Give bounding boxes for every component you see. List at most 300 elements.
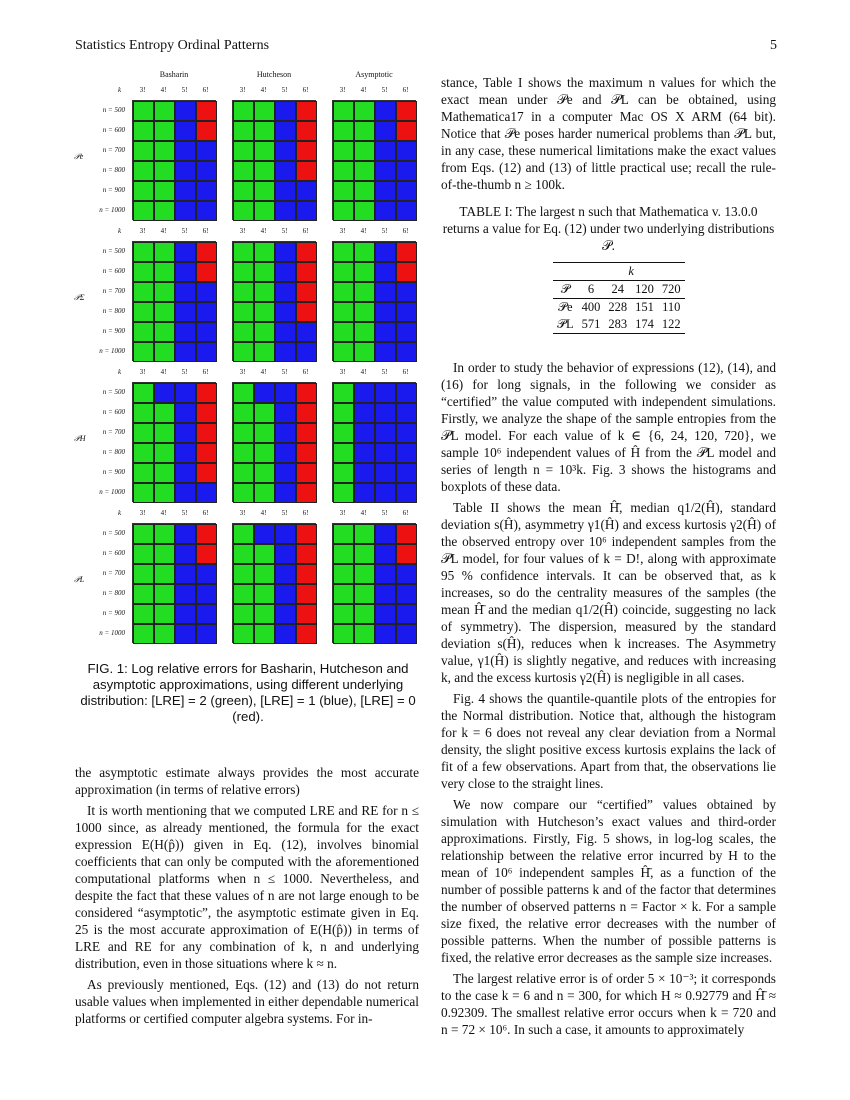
paragraph: The largest relative error is of order 5 × 10⁻³; it corresponds to the case k = 6 and n = 300, for which H ≈ 0.92779 and Ĥ̄ ≈ 0.92309. The smallest relative error occurs when k = 720 and n = 72 × 10⁶. In such a case, it amounts to approximately [441, 971, 776, 1037]
lre-cell [296, 564, 317, 584]
lre-cell [354, 463, 375, 483]
k-tick-label: 5! [281, 509, 288, 517]
lre-cell [296, 584, 317, 604]
lre-cell [133, 604, 154, 624]
lre-cell [396, 201, 417, 221]
lre-cell [254, 564, 275, 584]
table-cell: 122 [658, 316, 685, 334]
lre-cell [196, 242, 217, 262]
lre-cell [133, 282, 154, 302]
n-row-label: n = 1000 [99, 488, 125, 496]
lre-cell [396, 342, 417, 362]
lre-cell [333, 161, 354, 181]
lre-cell [175, 101, 196, 121]
lre-cell [196, 403, 217, 423]
table-1 [553, 262, 685, 334]
lre-cell [133, 383, 154, 403]
lre-cell [254, 584, 275, 604]
n-row-label: n = 700 [102, 287, 125, 295]
lre-cell [154, 564, 175, 584]
figure-1 [70, 66, 420, 656]
lre-cell [133, 161, 154, 181]
lre-cell [175, 443, 196, 463]
lre-cell [354, 604, 375, 624]
lre-grid [232, 523, 316, 643]
lre-cell [233, 342, 254, 362]
lre-cell [254, 342, 275, 362]
lre-cell [396, 463, 417, 483]
lre-cell [154, 524, 175, 544]
table-cell: 283 [604, 316, 631, 334]
k-tick-label: 5! [381, 368, 388, 376]
lre-cell [275, 201, 296, 221]
lre-cell [275, 121, 296, 141]
lre-cell [254, 443, 275, 463]
lre-cell [375, 624, 396, 644]
lre-cell [296, 463, 317, 483]
lre-cell [154, 201, 175, 221]
table-cell: 174 [631, 316, 658, 334]
lre-cell [154, 322, 175, 342]
lre-cell [133, 443, 154, 463]
lre-cell [396, 544, 417, 564]
lre-cell [154, 101, 175, 121]
lre-cell [233, 483, 254, 503]
lre-cell [233, 544, 254, 564]
lre-cell [333, 544, 354, 564]
table-col-header: 24 [604, 281, 631, 299]
lre-grid [132, 241, 216, 361]
lre-cell [375, 564, 396, 584]
lre-cell [354, 201, 375, 221]
lre-cell [196, 201, 217, 221]
lre-cell [154, 383, 175, 403]
lre-cell [175, 624, 196, 644]
table-col-header: 6 [578, 281, 605, 299]
lre-cell [133, 624, 154, 644]
lre-cell [396, 141, 417, 161]
lre-cell [333, 201, 354, 221]
lre-cell [233, 463, 254, 483]
lre-cell [196, 443, 217, 463]
lre-cell [133, 524, 154, 544]
k-tick-label: 6! [302, 509, 309, 517]
lre-cell [133, 302, 154, 322]
lre-cell [296, 524, 317, 544]
lre-cell [133, 181, 154, 201]
lre-cell [354, 443, 375, 463]
lre-cell [175, 141, 196, 161]
k-tick-label: 5! [181, 509, 188, 517]
distribution-label: 𝒫e [74, 152, 84, 161]
lre-cell [296, 141, 317, 161]
lre-cell [275, 242, 296, 262]
lre-cell [196, 483, 217, 503]
lre-cell [154, 121, 175, 141]
lre-cell [354, 524, 375, 544]
lre-cell [396, 604, 417, 624]
lre-cell [233, 443, 254, 463]
lre-cell [196, 322, 217, 342]
n-row-label: n = 1000 [99, 206, 125, 214]
lre-cell [233, 624, 254, 644]
k-tick-label: 5! [181, 368, 188, 376]
lre-cell [333, 121, 354, 141]
n-row-label: n = 500 [102, 106, 125, 114]
table-cell: 𝒫e [553, 299, 578, 317]
lre-cell [296, 201, 317, 221]
lre-cell [354, 242, 375, 262]
lre-cell [333, 443, 354, 463]
column-title-hutcheson: Hutcheson [256, 70, 292, 79]
distribution-label: 𝒫H [74, 434, 86, 443]
k-tick-label: 4! [260, 86, 267, 94]
table-cell: 151 [631, 299, 658, 317]
lre-cell [175, 524, 196, 544]
lre-grid [132, 523, 216, 643]
lre-cell [133, 564, 154, 584]
lre-cell [275, 604, 296, 624]
k-tick-label: 6! [402, 227, 409, 235]
table-cell: 𝒫L [553, 316, 578, 334]
lre-cell [354, 262, 375, 282]
k-tick-label: 5! [281, 368, 288, 376]
table-col-header: 120 [631, 281, 658, 299]
lre-cell [333, 302, 354, 322]
k-tick-label: 6! [202, 368, 209, 376]
lre-cell [296, 342, 317, 362]
lre-cell [175, 564, 196, 584]
k-tick-label: 6! [402, 368, 409, 376]
table-row [553, 316, 685, 334]
table-cell: 571 [578, 316, 605, 334]
lre-cell [175, 302, 196, 322]
lre-cell [396, 161, 417, 181]
lre-cell [275, 524, 296, 544]
lre-cell [296, 443, 317, 463]
n-row-label: n = 500 [102, 247, 125, 255]
lre-cell [275, 584, 296, 604]
lre-cell [254, 483, 275, 503]
lre-cell [396, 584, 417, 604]
table-k-header: k [578, 263, 685, 281]
lre-cell [154, 181, 175, 201]
lre-cell [296, 282, 317, 302]
k-tick-label: 6! [302, 368, 309, 376]
lre-cell [133, 483, 154, 503]
k-tick-label: 3! [339, 227, 346, 235]
k-tick-label: 3! [339, 86, 346, 94]
lre-cell [354, 322, 375, 342]
lre-cell [375, 524, 396, 544]
lre-cell [275, 443, 296, 463]
lre-cell [396, 423, 417, 443]
lre-cell [233, 524, 254, 544]
lre-cell [375, 322, 396, 342]
lre-cell [396, 443, 417, 463]
paragraph: Fig. 4 shows the quantile-quantile plots of the entropies for the Normal distribution. Notice that, although the histogram for k = 6 does not reveal any clear deviation from a Normal density, the slight positive excess kurtosis explains the lack of fit of a few observations. Apart from that, the observations lie very close to the straight lines. [441, 691, 776, 791]
lre-cell [396, 181, 417, 201]
lre-cell [154, 161, 175, 181]
k-tick-label: 3! [239, 86, 246, 94]
lre-cell [333, 262, 354, 282]
lre-cell [354, 161, 375, 181]
lre-cell [254, 302, 275, 322]
lre-grid [232, 100, 316, 220]
lre-grid [332, 241, 416, 361]
k-tick-label: 4! [160, 368, 167, 376]
lre-cell [175, 483, 196, 503]
lre-cell [154, 342, 175, 362]
k-tick-label: 4! [360, 368, 367, 376]
n-row-label: n = 700 [102, 146, 125, 154]
lre-cell [254, 201, 275, 221]
paragraph: It is worth mentioning that we computed LRE and RE for n ≤ 1000 since, as already mentioned, the formula for the exact expression E(H(p̂)) given in Eq. (12), involves binomial coefficients that can only be computed with the aforementioned computational platforms when n ≤ 1000. Nevertheless, and despite the fact that these values of n are not large enough to be considered “asymptotic”, the asymptotic estimate given in Eq. 25 is the most accurate approximation of E(H(p̂)) in terms of LRE and RE for any combination of k, n and underlying distribution, even in those situations where k ≈ n. [75, 803, 419, 971]
lre-cell [175, 463, 196, 483]
lre-cell [175, 544, 196, 564]
lre-cell [133, 121, 154, 141]
lre-cell [133, 201, 154, 221]
lre-cell [254, 604, 275, 624]
lre-cell [396, 101, 417, 121]
lre-cell [375, 403, 396, 423]
lre-cell [296, 322, 317, 342]
lre-cell [354, 483, 375, 503]
lre-cell [254, 463, 275, 483]
lre-cell [333, 383, 354, 403]
lre-cell [175, 121, 196, 141]
lre-cell [233, 161, 254, 181]
lre-cell [333, 524, 354, 544]
lre-cell [133, 342, 154, 362]
k-tick-label: 5! [181, 86, 188, 94]
lre-cell [154, 302, 175, 322]
lre-cell [154, 443, 175, 463]
lre-cell [354, 121, 375, 141]
right-column-top-text [441, 74, 776, 197]
lre-cell [196, 101, 217, 121]
column-title-basharin: Basharin [159, 70, 189, 79]
lre-cell [375, 262, 396, 282]
lre-cell [296, 181, 317, 201]
lre-cell [133, 584, 154, 604]
table-caption: TABLE I: The largest n such that Mathematica v. 13.0.0 returns a value for Eq. (12) under two underlying distributions 𝒫. [442, 204, 775, 253]
n-row-label: n = 800 [102, 307, 125, 315]
lre-cell [354, 383, 375, 403]
lre-cell [354, 403, 375, 423]
lre-cell [396, 322, 417, 342]
lre-cell [354, 564, 375, 584]
n-row-label: n = 900 [102, 468, 125, 476]
lre-cell [154, 544, 175, 564]
lre-cell [333, 483, 354, 503]
lre-cell [154, 262, 175, 282]
lre-cell [154, 141, 175, 161]
k-tick-label: 6! [202, 227, 209, 235]
lre-cell [233, 584, 254, 604]
lre-cell [375, 282, 396, 302]
lre-cell [254, 322, 275, 342]
k-tick-label: 3! [239, 368, 246, 376]
n-row-label: n = 800 [102, 589, 125, 597]
lre-cell [354, 181, 375, 201]
k-tick-label: 4! [160, 86, 167, 94]
lre-cell [354, 302, 375, 322]
lre-cell [175, 181, 196, 201]
lre-cell [296, 604, 317, 624]
k-tick-label: 5! [281, 227, 288, 235]
lre-cell [133, 322, 154, 342]
paragraph: the asymptotic estimate always provides the most accurate approximation (in terms of relative errors) [75, 765, 419, 797]
lre-cell [196, 423, 217, 443]
lre-cell [133, 141, 154, 161]
lre-cell [254, 101, 275, 121]
lre-cell [296, 302, 317, 322]
k-tick-label: 4! [360, 509, 367, 517]
k-tick-label: 6! [202, 509, 209, 517]
lre-cell [196, 342, 217, 362]
lre-cell [254, 141, 275, 161]
lre-cell [196, 181, 217, 201]
lre-cell [175, 423, 196, 443]
k-tick-label: 3! [139, 368, 146, 376]
k-tick-label: 5! [281, 86, 288, 94]
lre-cell [396, 383, 417, 403]
lre-cell [375, 463, 396, 483]
lre-cell [333, 322, 354, 342]
lre-cell [354, 282, 375, 302]
lre-cell [233, 322, 254, 342]
lre-cell [175, 282, 196, 302]
k-tick-label: 4! [260, 227, 267, 235]
lre-cell [233, 302, 254, 322]
lre-cell [175, 201, 196, 221]
lre-cell [375, 141, 396, 161]
n-row-label: n = 800 [102, 448, 125, 456]
lre-cell [375, 423, 396, 443]
k-tick-label: 4! [160, 227, 167, 235]
k-axis-symbol: k [118, 368, 122, 376]
n-row-label: n = 600 [102, 408, 125, 416]
lre-cell [375, 201, 396, 221]
figure-caption: FIG. 1: Log relative errors for Basharin, Hutcheson and asymptotic approximations, using different underlying distribution: [LRE] = 2 (green), [LRE] = 1 (blue), [LRE] = 0 (red). [80, 661, 416, 724]
lre-cell [175, 262, 196, 282]
lre-cell [233, 101, 254, 121]
lre-cell [333, 624, 354, 644]
lre-cell [375, 544, 396, 564]
lre-cell [296, 262, 317, 282]
lre-cell [396, 403, 417, 423]
lre-cell [275, 101, 296, 121]
k-tick-label: 4! [360, 86, 367, 94]
lre-cell [254, 423, 275, 443]
lre-cell [133, 403, 154, 423]
lre-cell [396, 302, 417, 322]
lre-cell [196, 463, 217, 483]
n-row-label: n = 900 [102, 609, 125, 617]
k-tick-label: 5! [381, 86, 388, 94]
k-tick-label: 6! [302, 86, 309, 94]
table-row-header: 𝒫 [553, 281, 578, 299]
lre-cell [396, 524, 417, 544]
k-tick-label: 3! [139, 227, 146, 235]
lre-cell [354, 423, 375, 443]
lre-cell [275, 181, 296, 201]
lre-cell [175, 604, 196, 624]
lre-cell [254, 624, 275, 644]
lre-cell [154, 403, 175, 423]
k-axis-symbol: k [118, 227, 122, 235]
lre-cell [233, 403, 254, 423]
k-tick-label: 4! [160, 509, 167, 517]
lre-cell [233, 423, 254, 443]
k-tick-label: 4! [360, 227, 367, 235]
n-row-label: n = 600 [102, 549, 125, 557]
lre-cell [296, 242, 317, 262]
lre-cell [333, 463, 354, 483]
left-column-text [75, 764, 419, 1031]
n-row-label: n = 600 [102, 126, 125, 134]
lre-cell [275, 403, 296, 423]
lre-cell [354, 544, 375, 564]
k-tick-label: 4! [260, 509, 267, 517]
lre-cell [375, 584, 396, 604]
lre-cell [396, 262, 417, 282]
lre-cell [196, 584, 217, 604]
lre-cell [254, 262, 275, 282]
lre-cell [333, 181, 354, 201]
lre-cell [196, 524, 217, 544]
lre-cell [154, 282, 175, 302]
lre-cell [296, 624, 317, 644]
lre-cell [296, 101, 317, 121]
paragraph: stance, Table I shows the maximum n values for which the exact mean under 𝒫e and 𝒫L can be obtained, using Mathematica17 in a computer Mac OS X ARM (64 bit). Notice that 𝒫e poses harder numerical problems than 𝒫L but, in any case, these numerical limitations make the exact values from Eqs. (12) and (13) of little practical use; recall the rule-of-the-thumb n ≥ 100k. [441, 75, 776, 192]
lre-cell [354, 342, 375, 362]
lre-cell [133, 262, 154, 282]
paragraph: We now compare our “certified” values obtained by simulation with Hutcheson’s exact values and third-order approximations. Firstly, Fig. 5 shows, in log-log scales, the relationship between the relative error incurred by H to the mean of 10⁶ independent samples Ĥ̄, as a function of the number of possible patterns k and of the factor that determines the number of observed patterns n = Factor × k. For a sample size fixed, the relative error decreases with the number of possible patterns. When the number of possible patterns is fixed, the relative error decreases as the sample size increases. [441, 797, 776, 965]
lre-cell [254, 383, 275, 403]
lre-cell [175, 584, 196, 604]
n-row-label: n = 1000 [99, 347, 125, 355]
k-tick-label: 3! [139, 509, 146, 517]
k-axis-symbol: k [118, 86, 122, 94]
lre-cell [275, 262, 296, 282]
lre-cell [333, 282, 354, 302]
lre-cell [396, 242, 417, 262]
lre-cell [296, 383, 317, 403]
lre-grid [132, 100, 216, 220]
k-tick-label: 6! [302, 227, 309, 235]
lre-cell [296, 403, 317, 423]
page-number: 5 [770, 38, 777, 53]
column-title-asymptotic: Asymptotic [355, 70, 393, 79]
lre-cell [333, 141, 354, 161]
n-row-label: n = 600 [102, 267, 125, 275]
lre-cell [196, 544, 217, 564]
paragraph: As previously mentioned, Eqs. (12) and (13) do not return usable values when implemented in either dependable numerical platforms or certified computer algebra systems. For in- [75, 977, 419, 1026]
lre-cell [133, 101, 154, 121]
lre-cell [375, 121, 396, 141]
k-tick-label: 3! [239, 509, 246, 517]
lre-cell [375, 383, 396, 403]
table-cell: 228 [604, 299, 631, 317]
table-col-header: 720 [658, 281, 685, 299]
lre-cell [275, 322, 296, 342]
lre-cell [275, 302, 296, 322]
lre-cell [154, 423, 175, 443]
distribution-label: 𝒫Σ [74, 293, 85, 302]
lre-cell [175, 403, 196, 423]
